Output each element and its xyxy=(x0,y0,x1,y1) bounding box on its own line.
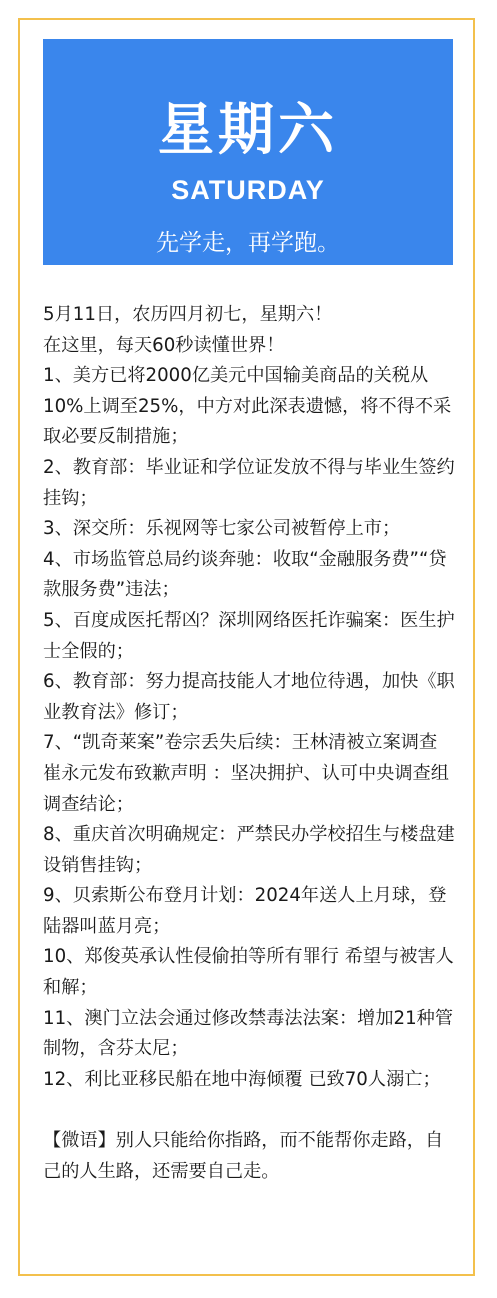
motto-english: Learn to walk before you run. xyxy=(163,265,333,280)
news-item: 8、重庆首次明确规定：严禁民办学校招生与楼盘建设销售挂钩； xyxy=(43,824,455,876)
news-item: 5、百度成医托帮凶？深圳网络医托诈骗案：医生护士全假的； xyxy=(43,609,455,662)
news-item: 3、深交所：乐视网等七家公司被暂停上市； xyxy=(43,518,401,540)
spacer xyxy=(43,1095,458,1126)
article-body xyxy=(43,300,458,1187)
motto-chinese: 先学走，再学跑。 xyxy=(156,230,340,256)
news-item: 9、贝索斯公布登月计划：2024年送人上月球，登陆器叫蓝月亮； xyxy=(43,885,447,937)
quote: 【微语】别人只能给你指路，而不能帮你走路，自己的人生路，还需要自己走。 xyxy=(43,1130,444,1182)
news-item: 6、教育部：努力提高技能人才地位待遇，加快《职业教育法》修订； xyxy=(43,671,455,723)
header-banner xyxy=(43,39,453,280)
weekday-english: SATURDAY xyxy=(171,175,325,205)
weekday-chinese: 星期六 xyxy=(158,98,338,163)
news-item: 7、“凯奇莱案”卷宗丢失后续：王林清被立案调查 崔永元发布致歉声明 ：坚决拥护、认可中央调查组调查结论； xyxy=(43,732,449,815)
news-item: 12、利比亚移民船在地中海倾覆 已致70人溺亡； xyxy=(43,1068,441,1090)
intro-line: 在这里，每天60秒读懂世界！ xyxy=(43,334,285,356)
news-item: 1、美方已将2000亿美元中国输美商品的关税从10%上调至25%，中方对此深表遗憾，将不得不采取必要反制措施； xyxy=(43,365,452,448)
news-item: 2、教育部：毕业证和学位证发放不得与毕业生签约挂钩； xyxy=(43,456,455,509)
news-item: 11、澳门立法会通过修改禁毒法法案：增加21种管制物，含芬太尼； xyxy=(43,1007,454,1060)
news-item: 4、市场监管总局约谈奔驰：收取“金融服务费”“贷款服务费”违法； xyxy=(43,548,447,601)
news-item: 10、郑俊英承认性侵偷拍等所有罪行 希望与被害人和解； xyxy=(43,946,454,999)
date-line: 5月11日，农历四月初七，星期六！ xyxy=(43,304,333,325)
